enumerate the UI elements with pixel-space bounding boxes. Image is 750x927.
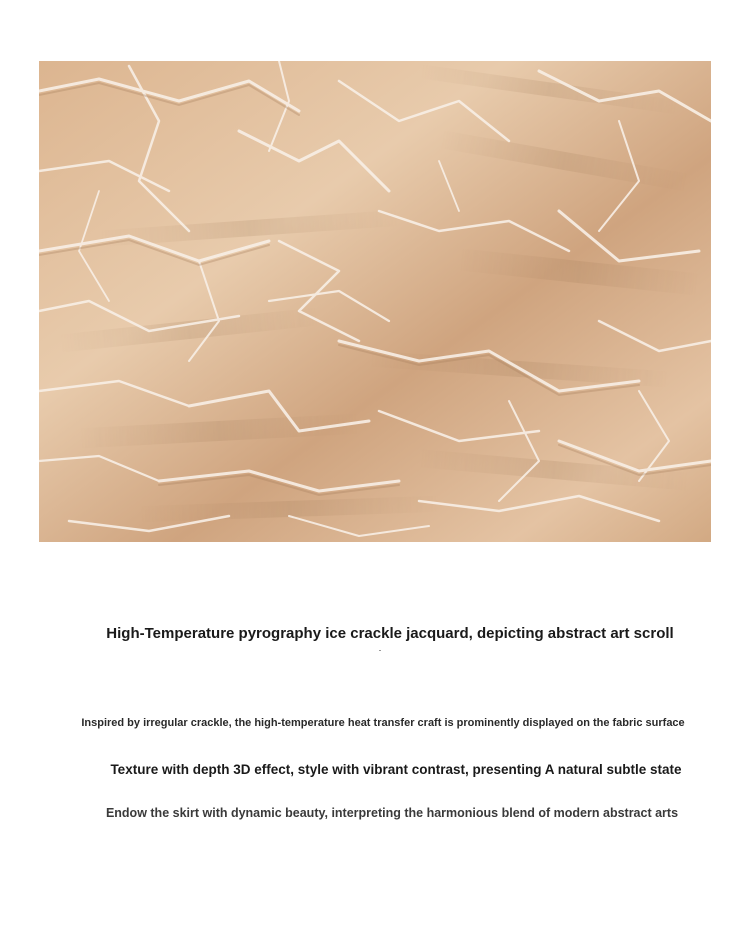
description-line-1: Inspired by irregular crackle, the high-temperature heat transfer craft is prominently displayed on the fabric surface <box>81 717 685 729</box>
fabric-texture-photo <box>39 61 711 542</box>
description-line-2: Texture with depth 3D effect, style with vibrant contrast, presenting A natural subtle state <box>110 762 682 777</box>
divider-dot <box>379 650 381 651</box>
crackle-texture-image <box>39 61 711 542</box>
description-line-3: Endow the skirt with dynamic beauty, interpreting the harmonious blend of modern abstract arts <box>105 806 679 820</box>
headline: High-Temperature pyrography ice crackle jacquard, depicting abstract art scroll <box>106 625 674 642</box>
